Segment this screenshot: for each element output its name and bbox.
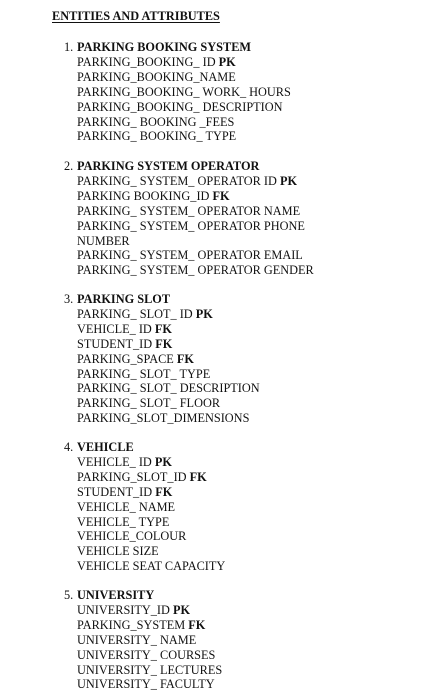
attribute-item	[64, 470, 225, 485]
attribute-name: UNIVERSITY_ COURSES	[77, 647, 216, 662]
attribute-name: VEHICLE_ ID	[77, 454, 152, 469]
attribute-name: PARKING_ SYSTEM_ OPERATOR NAME	[77, 203, 301, 218]
attribute-item	[64, 381, 260, 396]
entity-title: PARKING SYSTEM OPERATOR	[77, 159, 260, 173]
attribute-name: STUDENT_ID	[77, 336, 153, 351]
key-marker: PK	[154, 454, 172, 469]
attribute-item	[64, 115, 291, 130]
attribute-name: PARKING_ SYSTEM_ OPERATOR PHONE	[77, 218, 305, 233]
attribute-name: NUMBER	[77, 233, 130, 248]
attribute-item	[64, 500, 225, 515]
attribute-item	[64, 544, 225, 559]
attribute-item	[64, 515, 225, 530]
attribute-item	[64, 189, 314, 204]
entity-title: UNIVERSITY	[77, 588, 155, 602]
key-marker: PK	[195, 306, 213, 321]
document-title: ENTITIES AND ATTRIBUTES	[52, 9, 220, 23]
entity-title: PARKING SLOT	[77, 292, 171, 306]
attribute-name: PARKING_SLOT_DIMENSIONS	[77, 411, 250, 426]
attribute-item	[64, 648, 222, 663]
entity-section	[64, 159, 314, 278]
attribute-item	[64, 455, 225, 470]
key-marker: FK	[189, 469, 207, 484]
attribute-item	[64, 263, 314, 278]
attribute-item	[64, 322, 260, 337]
entity-heading	[64, 292, 260, 307]
entity-title: VEHICLE	[77, 440, 134, 454]
key-marker: FK	[154, 321, 172, 336]
entity-section	[64, 440, 225, 574]
attribute-item	[64, 618, 222, 633]
entity-heading	[64, 440, 225, 455]
attribute-name: PARKING_ BOOKING_ TYPE	[77, 129, 237, 144]
attribute-item	[64, 337, 260, 352]
attribute-name: PARKING_ SLOT_ ID	[77, 306, 193, 321]
attribute-item	[64, 603, 222, 618]
attribute-name: VEHICLE SIZE	[77, 544, 159, 559]
attribute-item	[64, 204, 314, 219]
attribute-name: STUDENT_ID	[77, 484, 153, 499]
attribute-item	[64, 234, 314, 249]
attribute-item	[64, 559, 225, 574]
attribute-name: PARKING_SPACE	[77, 351, 174, 366]
entity-heading	[64, 588, 222, 603]
attribute-item	[64, 129, 291, 144]
entity-title: PARKING BOOKING SYSTEM	[77, 40, 251, 54]
attribute-item	[64, 248, 314, 263]
attribute-item	[64, 307, 260, 322]
attribute-item	[64, 411, 260, 426]
attribute-name: PARKING_BOOKING_NAME	[77, 69, 236, 84]
attribute-item	[64, 55, 291, 70]
key-marker: FK	[176, 351, 194, 366]
key-marker: FK	[155, 336, 173, 351]
attribute-name: PARKING_ SYSTEM_ OPERATOR GENDER	[77, 263, 314, 278]
entity-number: 5.	[64, 588, 74, 602]
attribute-name: VEHICLE SEAT CAPACITY	[77, 559, 226, 574]
attribute-name: VEHICLE_ TYPE	[77, 514, 170, 529]
attribute-item	[64, 100, 291, 115]
entity-heading	[64, 159, 314, 174]
attribute-item	[64, 70, 291, 85]
entity-section	[64, 292, 260, 426]
attribute-name: PARKING_ SYSTEM_ OPERATOR ID	[77, 173, 277, 188]
attribute-item	[64, 677, 222, 692]
entity-number: 2.	[64, 159, 74, 173]
attribute-item	[64, 352, 260, 367]
attribute-name: VEHICLE_ NAME	[77, 499, 176, 514]
attribute-item	[64, 396, 260, 411]
attribute-name: PARKING_ BOOKING _FEES	[77, 114, 235, 129]
attribute-name: UNIVERSITY_ID	[77, 602, 170, 617]
key-marker: PK	[218, 54, 236, 69]
key-marker: FK	[155, 484, 173, 499]
attribute-name: PARKING_SYSTEM	[77, 617, 186, 632]
entity-number: 4.	[64, 440, 74, 454]
attribute-name: PARKING_BOOKING_ DESCRIPTION	[77, 99, 283, 114]
attribute-name: PARKING BOOKING_ID	[77, 188, 210, 203]
attribute-name: UNIVERSITY_ NAME	[77, 632, 197, 647]
attribute-name: UNIVERSITY_ LECTURES	[77, 662, 223, 677]
attribute-item	[64, 367, 260, 382]
attribute-name: PARKING_ SLOT_ TYPE	[77, 366, 211, 381]
key-marker: PK	[172, 602, 191, 617]
entity-section	[64, 588, 222, 692]
key-marker: FK	[212, 188, 230, 203]
key-marker: PK	[279, 173, 298, 188]
attribute-item	[64, 663, 222, 678]
attribute-item	[64, 174, 314, 189]
attribute-name: PARKING_ SLOT_ FLOOR	[77, 396, 221, 411]
attribute-item	[64, 219, 314, 234]
attribute-name: PARKING_BOOKING_ WORK_ HOURS	[77, 84, 291, 99]
entity-number: 1.	[64, 40, 74, 54]
attribute-name: PARKING_BOOKING_ ID	[77, 54, 216, 69]
attribute-name: VEHICLE_COLOUR	[77, 529, 187, 544]
entity-heading	[64, 40, 291, 55]
attribute-item	[64, 485, 225, 500]
attribute-item	[64, 633, 222, 648]
attribute-item	[64, 85, 291, 100]
entity-number: 3.	[64, 292, 74, 306]
attribute-name: UNIVERSITY_ FACULTY	[77, 677, 215, 692]
attribute-item	[64, 529, 225, 544]
entity-section	[64, 40, 291, 144]
key-marker: FK	[188, 617, 206, 632]
attribute-name: PARKING_ SLOT_ DESCRIPTION	[77, 381, 260, 396]
attribute-name: VEHICLE_ ID	[77, 321, 152, 336]
attribute-name: PARKING_SLOT_ID	[77, 469, 187, 484]
attribute-name: PARKING_ SYSTEM_ OPERATOR EMAIL	[77, 248, 303, 263]
